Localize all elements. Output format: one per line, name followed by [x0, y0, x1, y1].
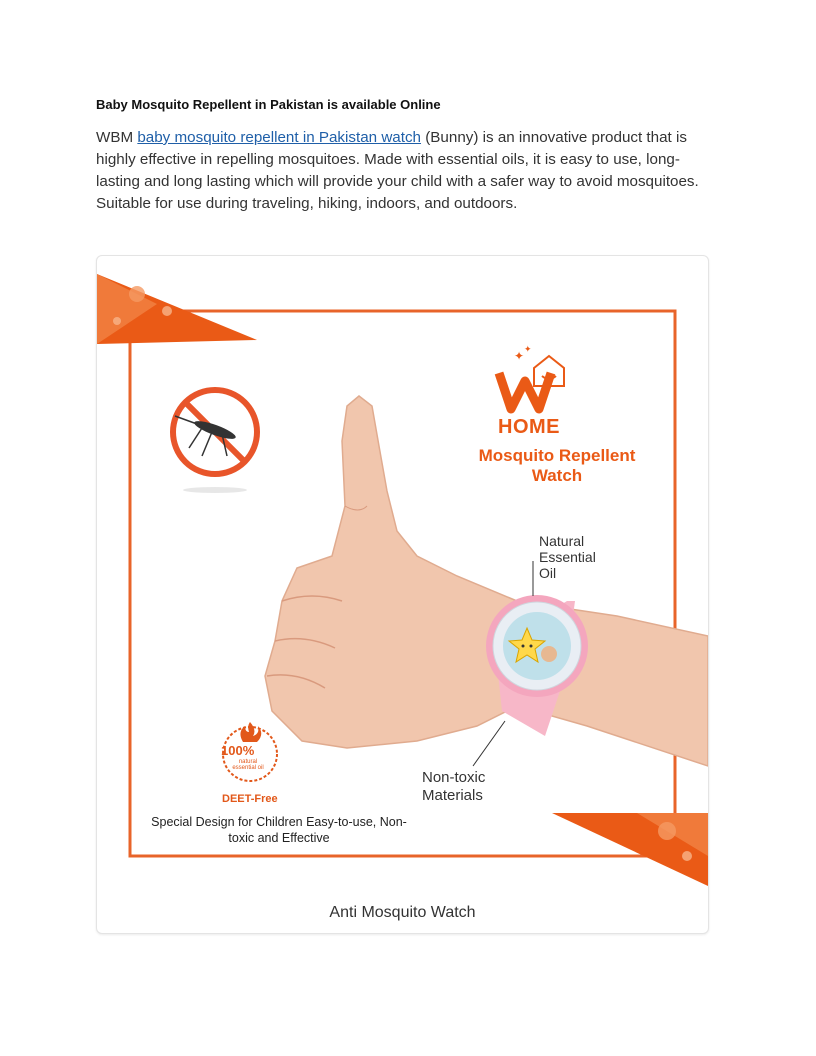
- toxic-label: Non-toxic Materials: [422, 769, 486, 804]
- product-image-card: [96, 255, 709, 934]
- deet-free-label: DEET-Free: [222, 793, 278, 805]
- product-link[interactable]: baby mosquito repellent in Pakistan watch: [137, 129, 422, 146]
- oil-label: Natural Essential Oil: [539, 533, 596, 581]
- home-logo-icon: [499, 344, 564, 409]
- no-mosquito-icon: [173, 390, 257, 493]
- badge-sub: natural essential oil: [232, 759, 264, 771]
- special-design-text: Special Design for Children Easy-to-use, Non-toxic and Effective: [151, 815, 407, 845]
- image-caption: Anti Mosquito Watch: [329, 904, 476, 921]
- brand-title: Mosquito Repellent Watch: [478, 446, 636, 485]
- badge-percent: 100%: [221, 743, 255, 758]
- para-prefix: WBM: [96, 129, 138, 146]
- svg-text:✦: ✦: [514, 349, 525, 363]
- svg-text:✦: ✦: [524, 344, 532, 354]
- article-paragraph: [96, 127, 716, 215]
- article-heading: Baby Mosquito Repellent in Pakistan is available Online: [96, 97, 441, 112]
- para-suffix: (Bunny) is an innovative product that is highly effective in repelling mosquitoes. Made with essential oils, it is easy to use, long-lasting and long lasting which will provide your child with a safer way to avoid mosquitoes. Suitable for use during traveling, hiking, indoors, and outdoors.: [96, 129, 699, 212]
- brand-home: HOME: [498, 416, 560, 438]
